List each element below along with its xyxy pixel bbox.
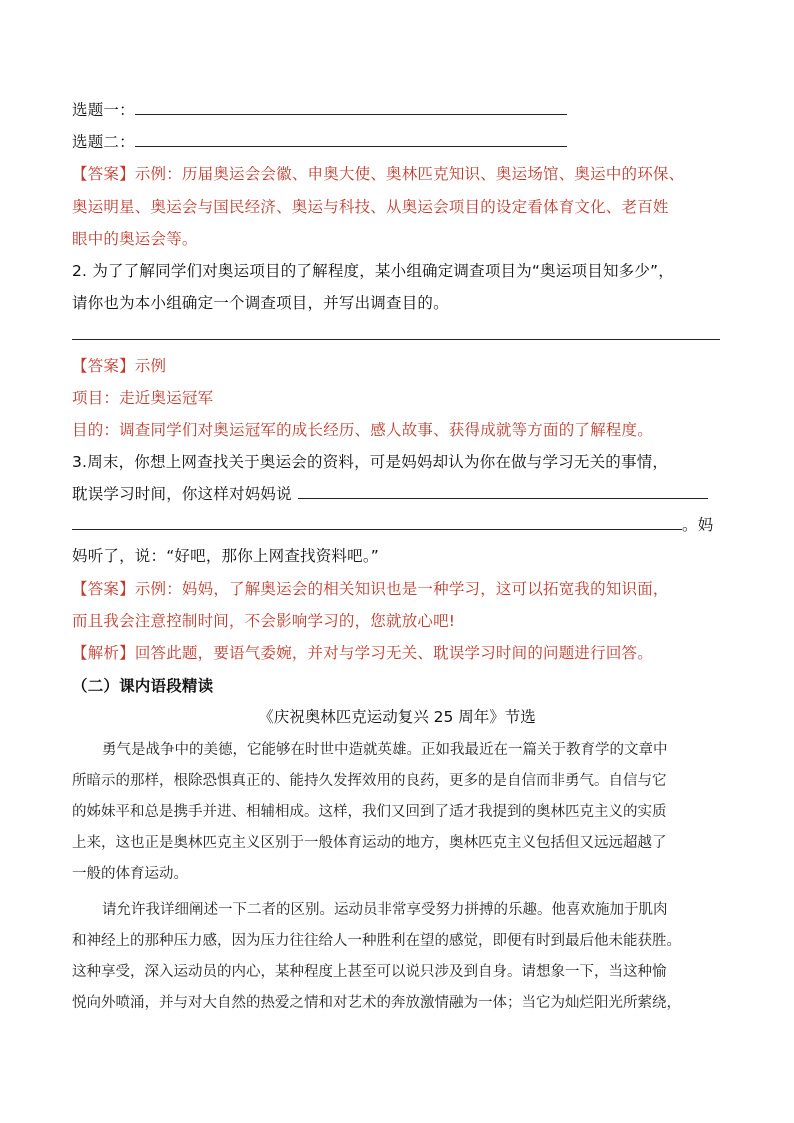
q3-answer-line-2: 而且我会注意控制时间，不会影响学习的，您就放心吧! — [72, 612, 456, 630]
para2-line-4: 悦向外喷涌，并与对大自然的热爱之情和对艺术的奔放激情融为一体；当它为灿烂阳光所萦绕， — [72, 995, 681, 1011]
topic2-line — [72, 131, 567, 153]
section-heading: （二）课内语段精读 — [72, 677, 214, 695]
q3-answer-line-1 — [72, 578, 669, 600]
q2-answer-line — [72, 355, 166, 377]
q2-question-line-1: 2. 为了了解同学们对奥运项目的了解程度，某小组确定调查项目为“奥运项目知多少”， — [72, 262, 674, 280]
topic1-label: 选题一： — [72, 101, 135, 119]
q3-blank-line-2 — [72, 514, 713, 536]
q2-answer-text: 示例 — [134, 357, 167, 375]
q1-answer-line-1 — [72, 163, 684, 185]
q2-purpose: 目的：调查同学们对奥运冠军的成长经历、感人故事、获得成就等方面的了解程度。 — [72, 421, 653, 439]
topic1-line — [72, 99, 567, 121]
q3-tail: 。妈 — [682, 516, 714, 534]
topic2-blank[interactable] — [135, 132, 567, 147]
q3-blank-2[interactable] — [72, 515, 682, 530]
q2-question-line-2: 请你也为本小组确定一个调查项目，并写出调查目的。 — [72, 294, 449, 312]
q1-answer-line-3: 眼中的奥运会等。 — [72, 230, 198, 248]
para1-line-1: 勇气是战争中的美德，它能够在时世中造就英雄。正如我最近在一篇关于教育学的文章中 — [102, 742, 668, 758]
q1-answer-line-2: 奥运明星、奥运会与国民经济、奥运与科技、从奥运会项目的设定看体育文化、老百姓 — [72, 198, 669, 216]
q3-analysis-text: 回答此题，要语气委婉，并对与学习无关、耽误学习时间的问题进行回答。 — [134, 644, 653, 662]
para1-line-2: 所暗示的那样，根除恐惧真正的、能持久发挥效用的良药，更多的是自信而非勇气。自信与它 — [72, 773, 667, 789]
answer-tag: 【答案】 — [72, 580, 135, 598]
answer-tag: 【答案】 — [72, 357, 135, 375]
q3-blank-1[interactable] — [298, 484, 708, 499]
para1-line-4: 上来，这也正是奥林匹克主义区别于一般体育运动的地方，奥林匹克主义包括但又远远超越了 — [72, 835, 667, 851]
passage-title: 《庆祝奥林匹克运动复兴 25 周年》节选 — [258, 708, 536, 726]
answer-tag: 【答案】 — [72, 165, 135, 183]
topic2-label: 选题二： — [72, 133, 135, 151]
topic1-blank[interactable] — [135, 100, 567, 115]
q3-question-text-2: 耽误学习时间，你这样对妈妈说 — [72, 485, 292, 503]
q2-answer-blank-line — [72, 324, 720, 346]
q2-project: 项目：走近奥运冠军 — [72, 389, 214, 407]
q3-mother-reply: 妈听了，说：“好吧，那你上网查找资料吧。” — [72, 547, 380, 565]
q1-answer-text-1: 示例：历届奥运会会徽、申奥大使、奥林匹克知识、奥运场馆、奥运中的环保、 — [134, 165, 685, 183]
analysis-tag: 【解析】 — [72, 644, 135, 662]
para1-line-3: 的姊妹平和总是携手并进、相辅相成。这样，我们又回到了适才我提到的奥林匹克主义的实质 — [72, 804, 667, 820]
q2-answer-blank[interactable] — [72, 325, 720, 340]
q3-question-line-2 — [72, 483, 708, 505]
para2-line-2: 和神经上的那种压力感，因为压力往往给人一种胜利在望的感觉，即便有时到最后他未能获胜。 — [72, 933, 681, 949]
para1-line-5: 一般的体育运动。 — [72, 866, 188, 882]
para2-line-3: 这种享受，深入运动员的内心，某种程度上甚至可以说只涉及到自身。请想象一下，当这种愉 — [72, 964, 667, 980]
q3-answer-text-1: 示例：妈妈，了解奥运会的相关知识也是一种学习，这可以拓宽我的知识面， — [134, 580, 669, 598]
q3-analysis-line — [72, 642, 653, 664]
q3-question-line-1: 3.周末，你想上网查找关于奥运会的资料，可是妈妈却认为你在做与学习无关的事情， — [72, 453, 669, 471]
para2-line-1: 请允许我详细阐述一下二者的区别。运动员非常享受努力拼搏的乐趣。他喜欢施加于肌肉 — [102, 902, 668, 918]
